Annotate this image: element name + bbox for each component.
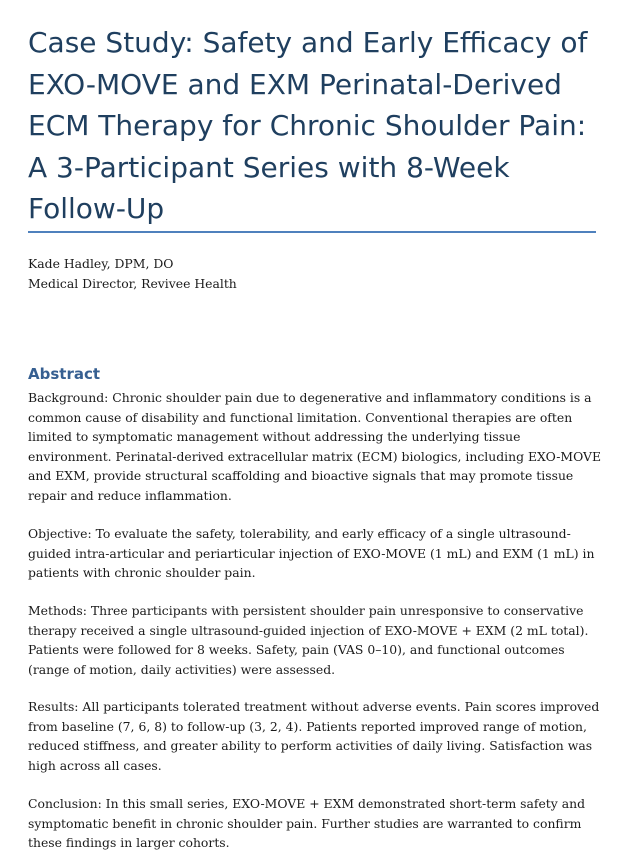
author-affiliation: Medical Director, Revivee Health	[28, 276, 237, 291]
paragraph-line: from baseline (7, 6, 8) to follow-up (3, 2, 4). Patients reported improved range of motion,	[28, 718, 587, 734]
title-line: EXO-MOVE and EXM Perinatal-Derived	[28, 67, 562, 101]
title-line: Follow-Up	[28, 192, 165, 225]
abstract-methods-paragraph	[28, 601, 598, 679]
paragraph-line: Patients were followed for 8 weeks. Safety, pain (VAS 0–10), and functional outcomes	[28, 642, 565, 657]
author-name: Kade Hadley, DPM, DO	[28, 256, 174, 271]
title-line: Case Study: Safety and Early Efficacy of	[28, 26, 588, 59]
author-block	[28, 254, 237, 294]
paragraph-line: limited to symptomatic management without addressing the underlying tissue	[28, 429, 521, 444]
paragraph-line: Conclusion: In this small series, EXO-MOVE + EXM demonstrated short-term safety and	[28, 796, 586, 811]
abstract-heading: Abstract	[28, 365, 101, 383]
title-line: ECM Therapy for Chronic Shoulder Pain:	[28, 109, 587, 142]
title-line: A 3-Participant Series with 8-Week	[28, 150, 510, 184]
paragraph-line: guided intra-articular and periarticular injection of EXO-MOVE (1 mL) and EXM (1 mL) in	[28, 545, 595, 561]
paragraph-line: Results: All participants tolerated treatment without adverse events. Pain scores improved	[28, 699, 600, 714]
document-title	[28, 22, 598, 230]
paragraph-line: Objective: To evaluate the safety, tolerability, and early efficacy of a single ultrasound-	[28, 526, 571, 541]
paragraph-line: environment. Perinatal-derived extracellular matrix (ECM) biologics, including EXO-MOVE	[28, 448, 602, 464]
paragraph-line: symptomatic benefit in chronic shoulder pain. Further studies are warranted to confirm	[28, 815, 582, 831]
abstract-conclusion-paragraph	[28, 794, 598, 853]
paragraph-line: and EXM, provide structural scaffolding and bioactive signals that may promote tissue	[28, 468, 574, 483]
paragraph-line: repair and reduce inflammation.	[28, 487, 232, 503]
paragraph-line: these findings in larger cohorts.	[28, 835, 230, 850]
paragraph-line: therapy received a single ultrasound-guided injection of EXO-MOVE + EXM (2 mL total).	[28, 622, 589, 638]
paragraph-line: (range of motion, daily activities) were assessed.	[28, 661, 336, 677]
paragraph-line: patients with chronic shoulder pain.	[28, 565, 256, 580]
paragraph-line: reduced stiffness, and greater ability to perform activities of daily living. Satisfaction was	[28, 738, 593, 753]
abstract-background-paragraph	[28, 388, 602, 505]
abstract-results-paragraph	[28, 697, 598, 775]
title-divider	[28, 231, 596, 233]
abstract-objective-paragraph	[28, 524, 598, 583]
paragraph-line: Background: Chronic shoulder pain due to degenerative and inflammatory conditions is a	[28, 390, 592, 405]
paragraph-line: high across all cases.	[28, 757, 162, 773]
paragraph-line: common cause of disability and functional limitation. Conventional therapies are often	[28, 409, 573, 425]
paragraph-line: Methods: Three participants with persistent shoulder pain unresponsive to conservative	[28, 603, 584, 618]
